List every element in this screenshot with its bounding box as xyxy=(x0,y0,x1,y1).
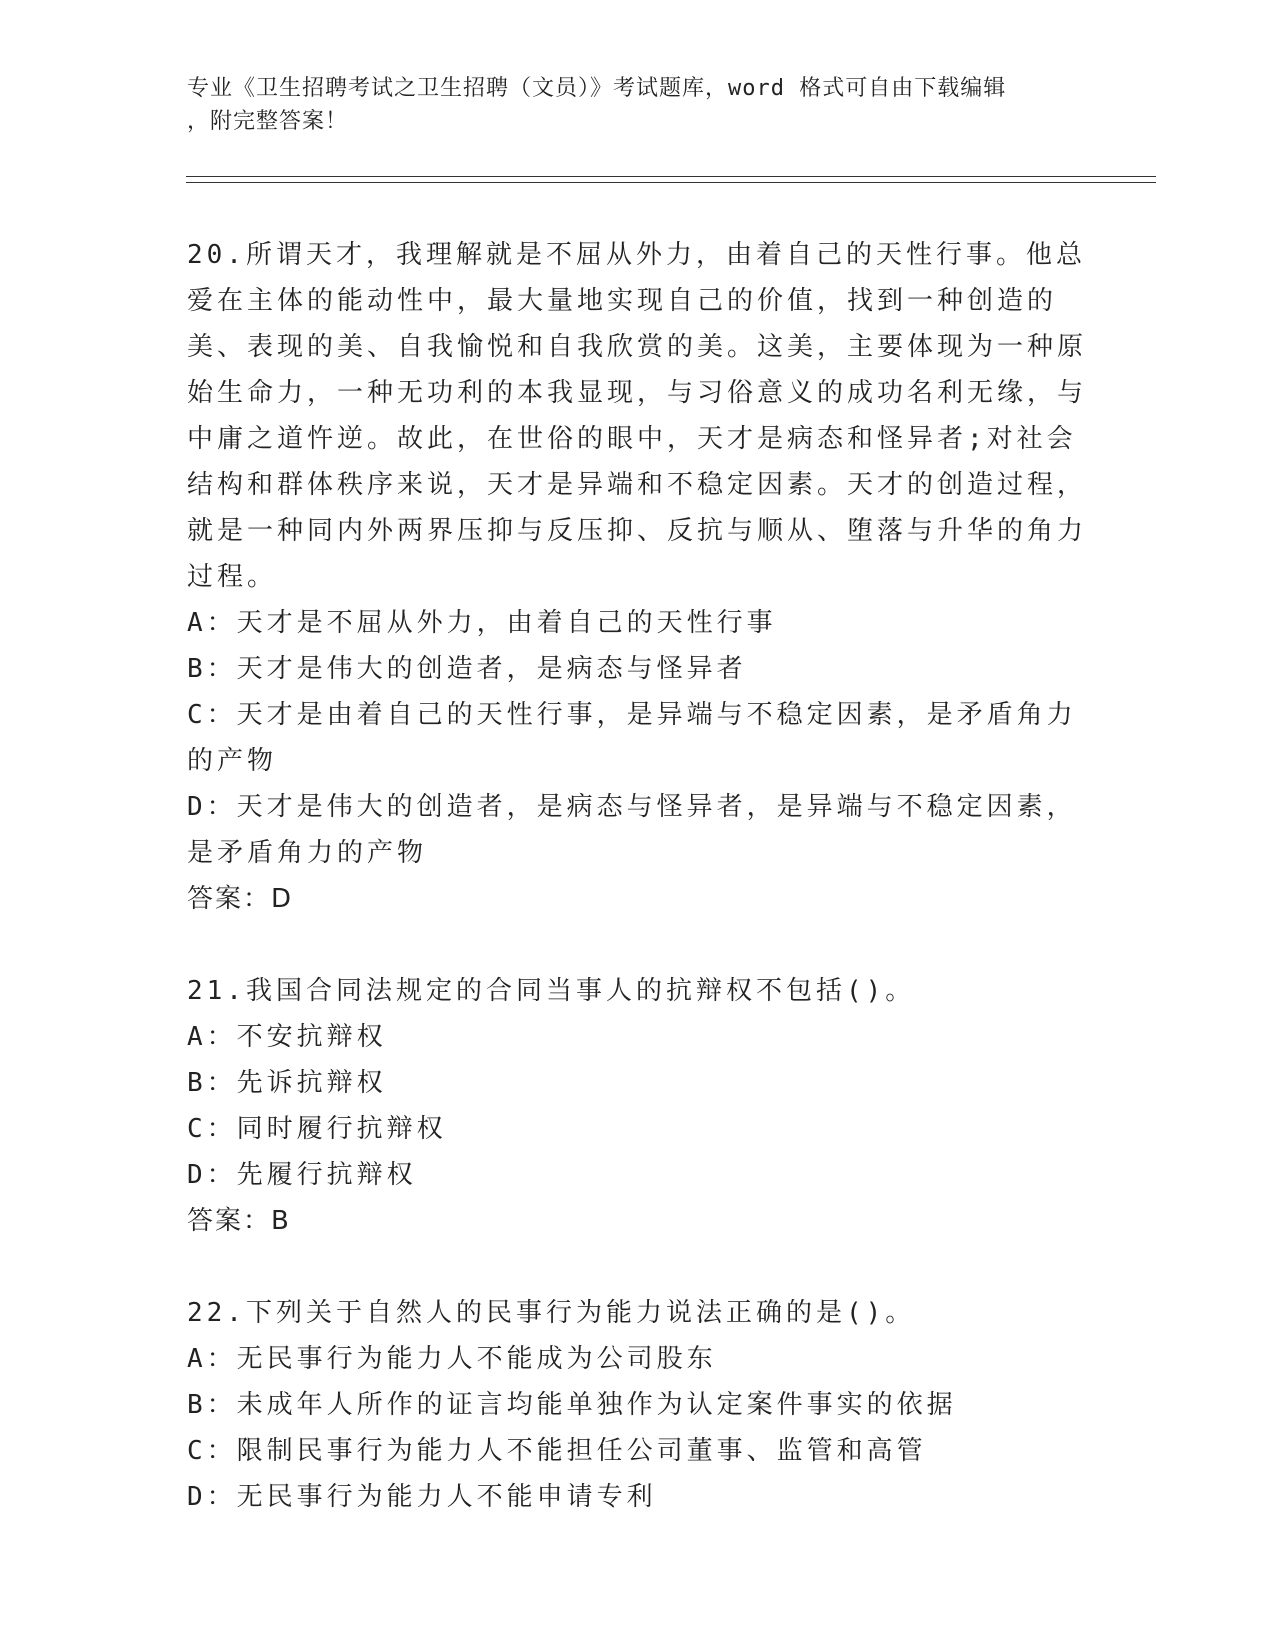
header-divider xyxy=(186,176,1156,183)
option-d: D：无民事行为能力人不能申请专利 xyxy=(187,1482,657,1512)
question-21 xyxy=(187,968,1087,1244)
option-b: B：天才是伟大的创造者，是病态与怪异者 xyxy=(187,654,747,684)
question-20 xyxy=(187,232,1087,922)
option-d: D：天才是伟大的创造者，是病态与怪异者，是异端与不稳定因素，是矛盾角力的产物 xyxy=(187,792,1077,868)
option-c: C：限制民事行为能力人不能担任公司董事、监管和高管 xyxy=(187,1436,927,1466)
option-a: A：天才是不屈从外力，由着自己的天性行事 xyxy=(187,608,777,638)
option-a: A：不安抗辩权 xyxy=(187,1022,387,1052)
header-line-1: 专业《卫生招聘考试之卫生招聘（文员）》考试题库，word 格式可自由下载编辑 xyxy=(187,76,1007,101)
option-d: D：先履行抗辩权 xyxy=(187,1160,417,1190)
question-stem: 20.所谓天才，我理解就是不屈从外力，由着自己的天性行事。他总爱在主体的能动性中，最大量地实现自己的价值，找到一种创造的美、表现的美、自我愉悦和自我欣赏的美。这美，主要体现为一种原始生命力，一种无功利的本我显现，与习俗意义的成功名利无缘，与中庸之道忤逆。故此，在世俗的眼中，天才是病态和怪异者;对社会结构和群体秩序来说，天才是异端和不稳定因素。天才的创造过程，就是一种同内外两界压抑与反压抑、反抗与顺从、堕落与升华的角力过程。 xyxy=(187,240,1088,592)
option-a: A：无民事行为能力人不能成为公司股东 xyxy=(187,1344,717,1374)
question-22 xyxy=(187,1290,1087,1520)
question-stem: 22.下列关于自然人的民事行为能力说法正确的是()。 xyxy=(187,1298,916,1328)
option-b: B：未成年人所作的证言均能单独作为认定案件事实的依据 xyxy=(187,1390,957,1420)
option-b: B：先诉抗辩权 xyxy=(187,1068,387,1098)
question-list xyxy=(187,232,1087,1566)
answer: 答案：B xyxy=(187,1206,291,1236)
header-line-2: ，附完整答案！ xyxy=(187,109,349,134)
option-c: C：天才是由着自己的天性行事，是异端与不稳定因素，是矛盾角力的产物 xyxy=(187,700,1077,776)
document-header xyxy=(187,72,1067,138)
question-stem: 21.我国合同法规定的合同当事人的抗辩权不包括()。 xyxy=(187,976,916,1006)
option-c: C：同时履行抗辩权 xyxy=(187,1114,447,1144)
answer: 答案：D xyxy=(187,884,294,914)
